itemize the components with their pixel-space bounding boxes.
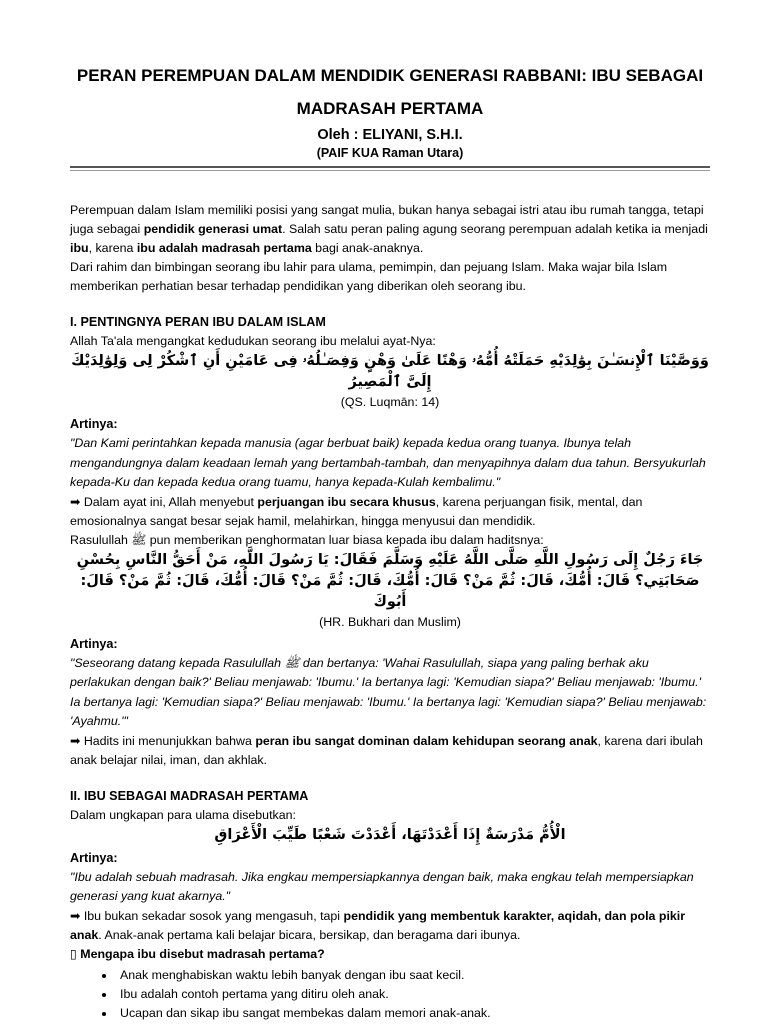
scholar-quote: الْأُمُّ مَدْرَسَةٌ إِذَا أَعْدَدْتَهَا، أَعْدَدْتَ شَعْبًا طَيِّبَ الْأَعْرَاقِ <box>214 826 566 843</box>
list-item: • Ibu adalah contoh pertama yang ditiru oleh anak. <box>116 985 710 1004</box>
hadith-lead: Rasulullah ﷺ pun memberikan penghormatan luar biasa kepada ibu dalam haditsnya: <box>70 532 544 547</box>
verse-commentary <box>70 493 710 531</box>
question-text: Mengapa ibu disebut madrasah pertama? <box>76 946 325 961</box>
quote-translation: "Ibu adalah sebuah madrasah. Jika engkau mempersiapkannya dengan baik, maka engkau telah mempersiapkan generasi yang kuat akarnya." <box>70 869 694 903</box>
verse-citation: (QS. Luqmān: 14) <box>340 395 440 409</box>
commentary-emphasis: pendidik yang membentuk karakter, aqidah, dan pola pikir anak <box>70 908 686 942</box>
hadith-text: جَاءَ رَجُلٌ إِلَى رَسُولِ اللَّهِ صَلَّى اللَّهُ عَلَيْهِ وَسَلَّمَ فَقَالَ: يَا رَسُولَ اللَّهِ، مَنْ أَحَقُّ النَّاسِ بِحُسْنِ صَحَابَتِي؟ قَالَ: أُمُّكَ، قَالَ: ثُمَّ مَنْ؟ قَالَ: أُمُّكَ، قَالَ: ثُمَّ مَنْ؟ قَالَ: أُمُّكَ، قَالَ: ثُمَّ مَنْ؟ قَالَ: أَبُوكَ <box>76 551 704 610</box>
commentary-emphasis: peran ibu sangat dominan dalam kehidupan seorang anak <box>255 733 598 748</box>
intro-text: . Salah satu peran paling agung seorang perempuan adalah ketika ia menjadi <box>282 222 708 236</box>
intro-text: bagi anak-anaknya. <box>311 241 424 255</box>
hadith-citation: (HR. Bukhari dan Muslim) <box>319 614 461 629</box>
commentary-text: , karena dari ibulah anak belajar nilai, iman, dan akhlak. <box>70 733 703 767</box>
section1-lead: Allah Ta'ala mengangkat kedudukan seorang ibu melalui ayat-Nya: <box>70 334 436 348</box>
document-title: PERAN PEREMPUAN DALAM MENDIDIK GENERASI RABBANI: IBU SEBAGAI MADRASAH PERTAMA <box>76 66 704 118</box>
commentary-emphasis: perjuangan ibu secara khusus <box>257 494 436 509</box>
section-heading-2: II. IBU SEBAGAI MADRASAH PERTAMA <box>70 788 309 803</box>
hadith-translation: "Seseorang datang kepada Rasulullah ﷺ dan bertanya: 'Wahai Rasulullah, siapa yang paling berhak aku perlakukan dengan baik?' Beliau menjawab: 'Ibumu.' Ia bertanya lagi: 'Kemudian siapa?' Beliau menjawab: 'Ibumu.' Ia bertanya lagi: 'Kemudian siapa?' Beliau menjawab: 'Ibumu.' Ia bertanya lagi: 'Kemudian siapa?' Beliau menjawab: 'Ayahmu.'" <box>70 655 707 728</box>
intro-text: , karena <box>88 241 137 255</box>
list-item: • Ucapan dan sikap ibu sangat membekas dalam memori anak-anak. <box>116 1004 710 1023</box>
intro-emphasis: ibu <box>70 241 89 255</box>
section-heading-1: I. PENTINGNYA PERAN IBU DALAM ISLAM <box>70 315 326 329</box>
author-line: Oleh : ELIYANI, S.H.I. <box>317 127 463 143</box>
commentary-text: . Anak-anak pertama kali belajar bicara, bersikap, dan beragama dari ibunya. <box>98 927 521 942</box>
intro-emphasis: ibu adalah madrasah pertama <box>136 241 312 255</box>
translation-label: Artinya: <box>70 850 118 865</box>
quran-verse: وَوَصَّيْنَا ٱلْإِنسَـٰنَ بِوَٰلِدَيْهِ حَمَلَتْهُ أُمُّهُۥ وَهْنًا عَلَىٰ وَهْنٍ وَفِصَـٰلُهُۥ فِى عَامَيْنِ أَنِ ٱشْكُرْ لِى وَلِوَٰلِدَيْكَ إِلَىَّ ٱلْمَصِيرُ <box>71 353 709 390</box>
quote-commentary <box>70 907 710 945</box>
commentary-text: ➡ Hadits ini menunjukkan bahwa <box>70 733 256 748</box>
header-divider <box>70 166 710 168</box>
commentary-text: ➡ Ibu bukan sekadar sosok yang mengasuh, tapi <box>70 908 344 923</box>
translation-label: Artinya: <box>70 636 118 651</box>
affiliation-line: (PAIF KUA Raman Utara) <box>316 146 464 160</box>
reasons-list <box>70 966 710 1023</box>
verse-translation: "Dan Kami perintahkan kepada manusia (agar berbuat baik) kepada kedua orang tuanya. Ibunya telah mengandungnya dalam keadaan lemah yang bertambah-tambah, dan menyapihnya dalam dua tahun. Bersyukurlah kepada-Ku dan kepada kedua orang tuamu, hanya kepada-Kulah kembalimu." <box>70 436 706 489</box>
intro-paragraph-2: Dari rahim dan bimbingan seorang ibu lahir para ulama, pemimpin, dan pejuang Islam. Maka wajar bila Islam memberikan perhatian besar terhadap pendidikan yang diberikan oleh seorang ibu. <box>70 260 668 293</box>
commentary-text: ➡ Dalam ayat ini, Allah menyebut <box>70 494 258 509</box>
translation-label: Artinya: <box>70 417 118 431</box>
missing-glyph-icon: ▯ <box>70 946 77 961</box>
intro-emphasis: pendidik generasi umat <box>143 222 283 236</box>
intro-text: Perempuan dalam Islam memiliki posisi yang sangat mulia, bukan hanya sebagai istri atau ibu rumah tangga, tetapi juga sebagai <box>70 203 704 236</box>
commentary-text: , karena perjuangan fisik, mental, dan emosionalnya sangat besar sejak hamil, melahirkan, hingga menyusui dan mendidik. <box>70 494 643 528</box>
section2-lead: Dalam ungkapan para ulama disebutkan: <box>70 807 296 822</box>
intro-paragraph-1 <box>70 201 710 258</box>
hadith-commentary <box>70 732 710 770</box>
question-line <box>70 945 710 964</box>
list-item: • Anak menghabiskan waktu lebih banyak dengan ibu saat kecil. <box>116 966 710 985</box>
